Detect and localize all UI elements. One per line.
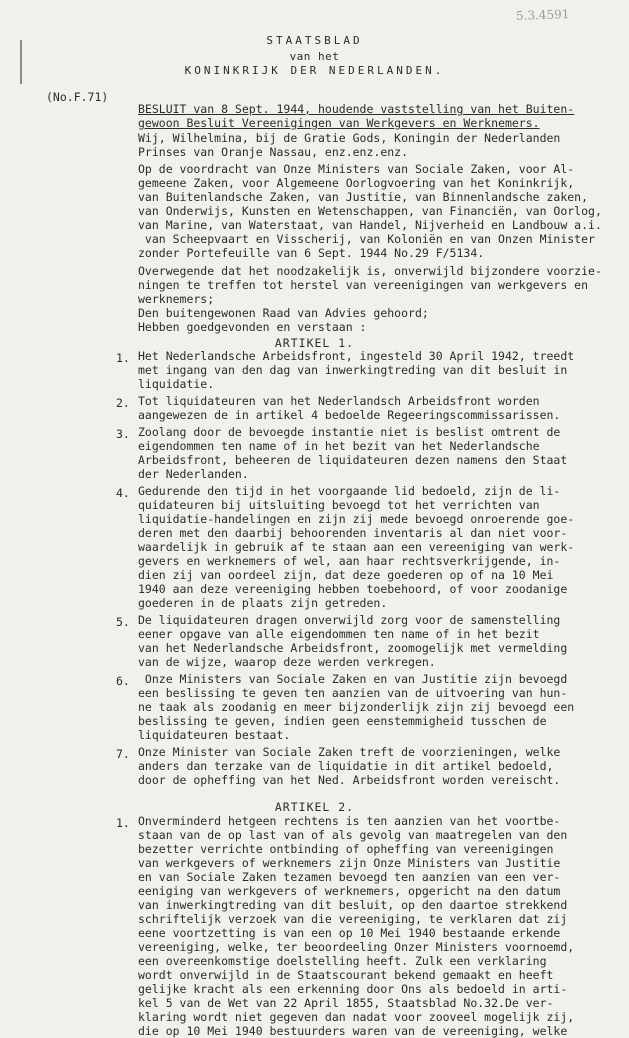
preamble-line: van Marine, van Waterstaat, van Handel, Nijverheid en Landbouw a.i.	[138, 218, 602, 232]
article-2-item-line: eeniging van werkgevers of werknemers, opgericht na den datum	[138, 884, 561, 898]
article-2-item-line: van inwerkingtreding van dit besluit, op den daartoe strekkend	[138, 898, 568, 912]
article-2-item-line: staan van de op last van of als gevolg van maatregelen van den	[138, 828, 568, 842]
article-1-item-line: een beslissing te geven ten aanzien van de uitvoering van hun-	[138, 686, 568, 700]
preamble-line: werknemers;	[138, 292, 215, 306]
preamble-line: van Buitenlandsche Zaken, van Justitie, van Binnenlandsche zaken,	[138, 190, 589, 204]
header-subtitle: van het	[289, 50, 340, 63]
article-1-item-line: van de wijze, waarop deze werden verkregen.	[138, 655, 436, 669]
article-1-item-number: 6.	[116, 674, 130, 688]
article-1-item-line: beslissing te geven, indien geen eenstemmigheid tusschen de	[138, 714, 547, 728]
article-2-item-line: gelijke kracht als een erkenning door Ons als bedoeld in arti-	[138, 982, 568, 996]
article-1-item-line: liquidateuren bestaat.	[138, 728, 291, 742]
article-2-item-line: een overeenkomstige doelstelling heeft. Zulk een verklaring	[138, 954, 547, 968]
article-2-item-line: vereeniging, welke, ter beoordeeling Onzer Ministers voornoemd,	[138, 940, 575, 954]
article-1-item-number: 3.	[116, 427, 130, 441]
article-2-item-line: Onverminderd hetgeen rechtens is ten aanzien van het voortbe-	[138, 814, 561, 828]
article-2-item-line: schriftelijk verzoek van die vereeniging, te verklaren dat zij	[138, 912, 568, 926]
article-1-item-line: Zoolang door de bevoegde instantie niet is beslist omtrent de	[138, 425, 561, 439]
preamble-line: Wij, Wilhelmina, bij de Gratie Gods, Koningin der Nederlanden	[138, 131, 561, 145]
article-1-item-line: De liquidateuren dragen onverwijld zorg voor de samenstelling	[138, 613, 561, 627]
article-1-item-line: eigendommen ten name of in het bezit van het Nederlandsche	[138, 439, 540, 453]
handwritten-archive-number: 5.3.4591	[515, 7, 570, 23]
article-1-item-line: eener opgave van alle eigendommen ten name of in het bezit	[138, 627, 540, 641]
preamble-line: Hebben goedgevonden en verstaan :	[138, 320, 367, 334]
article-1-item-line: waardelijk in gebruik af te staan aan een vereeniging van werk-	[138, 540, 575, 554]
preamble-line: Op de voordracht van Onze Ministers van Sociale Zaken, voor Al-	[138, 162, 575, 176]
article-2-heading: ARTIKEL 2.	[274, 800, 355, 814]
article-1-item-number: 5.	[116, 615, 130, 629]
article-1-item-line: liquidatie.	[138, 377, 215, 391]
article-1-item-line: Tot liquidateuren van het Nederlandsch Arbeidsfront worden	[138, 394, 540, 408]
article-1-item-number: 1.	[116, 351, 130, 365]
header-kingdom: KONINKRIJK DER NEDERLANDEN.	[184, 64, 445, 77]
article-2-item-number: 1.	[116, 816, 130, 830]
preamble-line: van Scheepvaart en Visscherij, van Koloniën en van Onzen Minister	[138, 232, 595, 246]
preamble-line: ningen te treffen tot herstel van vereenigingen van werkgevers en	[138, 278, 589, 292]
article-2-item-line: bezetter verrichte ontbinding of opheffing van vereenigingen	[138, 842, 554, 856]
article-2-item-line: van werkgevers of werknemers zijn Onze Ministers van Justitie	[138, 856, 561, 870]
header-title: STAATSBLAD	[266, 34, 363, 47]
article-1-item-number: 4.	[116, 486, 130, 500]
article-1-item-line: Gedurende den tijd in het voorgaande lid bedoeld, zijn de li-	[138, 484, 561, 498]
preamble-line: Overwegende dat het noodzakelijk is, onverwijld bijzondere voorzie-	[138, 264, 602, 278]
article-1-item-line: Onze Minister van Sociale Zaken treft de voorzieningen, welke	[138, 745, 561, 759]
preamble-line: gewoon Besluit Vereenigingen van Werkgevers en Werknemers.	[138, 116, 540, 130]
article-2-item-line: eene voortzetting is van een op 10 Mei 1940 bestaande erkende	[138, 926, 561, 940]
article-1-item-line: dien zij van oordeel zijn, dat deze goederen op of na 10 Mei	[138, 568, 554, 582]
article-1-item-line: gevers en werknemers of wel, aan haar rechtsverkrijgende, in-	[138, 554, 561, 568]
article-1-item-line: Onze Ministers van Sociale Zaken en van Justitie zijn bevoegd	[138, 672, 568, 686]
preamble-line: BESLUIT van 8 Sept. 1944, houdende vaststelling van het Buiten-	[138, 102, 575, 116]
article-1-item-line: 1940 aan deze vereeniging hebben toebehoord, of voor zoodanige	[138, 582, 568, 596]
article-1-item-line: van het Nederlandsche Arbeidsfront, zoomogelijk met vermelding	[138, 641, 568, 655]
article-1-item-line: quidateuren bij uitsluiting bevoegd tot het verrichten van	[138, 498, 540, 512]
article-2-item-line: en van Sociale Zaken tezamen bevoegd ten aanzien van een ver-	[138, 870, 561, 884]
article-2-item-line: die op 10 Mei 1940 bestuurders waren van de vereeniging, welke	[138, 1024, 568, 1038]
article-1-item-line: door de opheffing van het Ned. Arbeidsfront worden vereischt.	[138, 773, 561, 787]
preamble-line: zonder Portefeuille van 6 Sept. 1944 No.29 F/5134.	[138, 246, 485, 260]
article-2-item-line: klaring wordt niet gegeven dan nadat voor zooveel mogelijk zij,	[138, 1010, 575, 1024]
article-1-item-line: anders dan terzake van de liquidatie in dit artikel bedoeld,	[138, 759, 554, 773]
preamble-line: gemeene Zaken, voor Algemeene Oorlogvoering van het Koninkrijk,	[138, 176, 575, 190]
preamble-line: Den buitengewonen Raad van Advies gehoord;	[138, 306, 429, 320]
document-number: (No.F.71)	[46, 90, 109, 104]
article-2-item-line: kel 5 van de Wet van 22 April 1855, Staatsblad No.32.De ver-	[138, 996, 554, 1010]
article-1-item-line: Het Nederlandsche Arbeidsfront, ingesteld 30 April 1942, treedt	[138, 349, 575, 363]
article-1-item-line: met ingang van den dag van inwerkingtreding van dit besluit in	[138, 363, 568, 377]
article-1-heading: ARTIKEL 1.	[274, 336, 355, 350]
article-1-item-line: aangewezen de in artikel 4 bedoelde Regeeringscommissarissen.	[138, 408, 561, 422]
preamble-line: Prinses van Oranje Nassau, enz.enz.enz.	[138, 145, 409, 159]
article-2-item-line: wordt onverwijld in de Staatscourant bekend gemaakt en heeft	[138, 968, 554, 982]
article-1-item-line: der Nederlanden.	[138, 467, 249, 481]
article-1-item-line: liquidatie-handelingen en zijn zij mede bevoegd onroerende goe-	[138, 512, 575, 526]
article-1-item-line: deren met den daarbij behoorenden inventaris al dan niet voor-	[138, 526, 568, 540]
article-1-item-line: Arbeidsfront, beheeren de liquidateuren dezen namens den Staat	[138, 453, 568, 467]
preamble-line: van Onderwijs, Kunsten en Wetenschappen, van Financiën, van Oorlog,	[138, 204, 602, 218]
article-1-item-line: ne taak als zoodanig en meer bijzonderlijk zijn zij bevoegd een	[138, 700, 575, 714]
article-1-item-line: goederen in de plaats zijn getreden.	[138, 596, 388, 610]
article-1-item-number: 7.	[116, 747, 130, 761]
article-1-item-number: 2.	[116, 396, 130, 410]
